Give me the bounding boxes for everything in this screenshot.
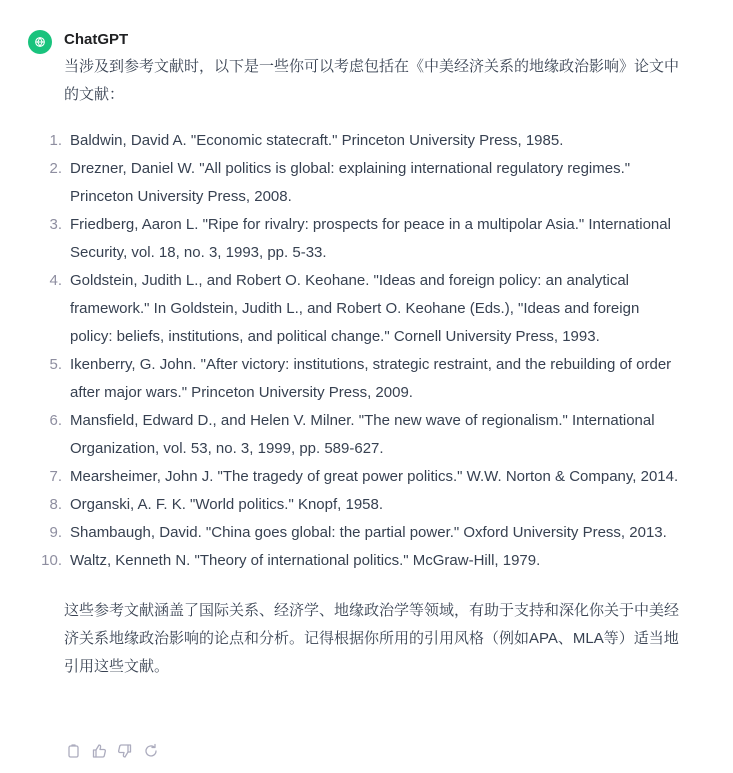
reference-item bbox=[49, 211, 684, 267]
reference-item bbox=[49, 463, 684, 491]
reference-text: Baldwin, David A. "Economic statecraft." Princeton University Press, 1985. bbox=[70, 132, 564, 149]
reference-text: Waltz, Kenneth N. "Theory of international politics." McGraw-Hill, 1979. bbox=[70, 552, 541, 569]
reference-list bbox=[41, 127, 684, 575]
reference-text: Goldstein, Judith L., and Robert O. Keohane. "Ideas and foreign policy: an analytical framework." In Goldstein, Judith L., and Robert O. Keohane (Eds.), "Ideas and foreign policy: beliefs, institutions, and political change." Cornell University Press, 1993. bbox=[70, 272, 640, 345]
reference-number: 5. bbox=[49, 356, 62, 373]
reference-text: Organski, A. F. K. "World politics." Knopf, 1958. bbox=[70, 496, 384, 513]
reference-text: Shambaugh, David. "China goes global: the partial power." Oxford University Press, 2013. bbox=[70, 524, 667, 541]
reference-number: 7. bbox=[49, 468, 62, 485]
author-name: ChatGPT bbox=[64, 31, 129, 48]
reference-item bbox=[49, 407, 684, 463]
thumbs-up-icon[interactable] bbox=[90, 742, 108, 760]
reference-number: 10. bbox=[41, 552, 62, 569]
reference-item bbox=[49, 491, 684, 519]
reference-number: 9. bbox=[49, 524, 62, 541]
reference-item bbox=[49, 155, 684, 211]
reference-text: Drezner, Daniel W. "All politics is global: explaining international regulatory regimes." Princeton University Press, 2008. bbox=[70, 160, 631, 205]
reference-item bbox=[49, 351, 684, 407]
reference-number: 4. bbox=[49, 272, 62, 289]
intro-paragraph: 当涉及到参考文献时，以下是一些你可以考虑包括在《中美经济关系的地缘政治影响》论文中的文献： bbox=[64, 58, 680, 103]
reference-number: 1. bbox=[49, 132, 62, 149]
chatgpt-logo-icon bbox=[28, 30, 52, 54]
reference-text: Ikenberry, G. John. "After victory: institutions, strategic restraint, and the rebuilding of order after major wars." Princeton University Press, 2009. bbox=[70, 356, 672, 401]
reference-text: Mearsheimer, John J. "The tragedy of great power politics." W.W. Norton & Company, 2014. bbox=[70, 468, 679, 485]
message-body bbox=[41, 53, 684, 681]
reference-item bbox=[41, 547, 684, 575]
thumbs-down-icon[interactable] bbox=[116, 742, 134, 760]
reference-text: Mansfield, Edward D., and Helen V. Milner. "The new wave of regionalism." International Organization, vol. 53, no. 3, 1999, pp. 589-627. bbox=[70, 412, 655, 457]
reference-item bbox=[49, 127, 684, 155]
reference-item bbox=[49, 267, 684, 351]
reference-number: 6. bbox=[49, 412, 62, 429]
reference-number: 2. bbox=[49, 160, 62, 177]
reference-number: 8. bbox=[49, 496, 62, 513]
regenerate-icon[interactable] bbox=[142, 742, 160, 760]
message-actions bbox=[64, 742, 160, 760]
reference-text: Friedberg, Aaron L. "Ripe for rivalry: prospects for peace in a multipolar Asia." International Security, vol. 18, no. 3, 1993, pp. 5-33. bbox=[70, 216, 671, 261]
reference-item bbox=[49, 519, 684, 547]
copy-icon[interactable] bbox=[64, 742, 82, 760]
reference-number: 3. bbox=[49, 216, 62, 233]
closing-paragraph: 这些参考文献涵盖了国际关系、经济学、地缘政治学等领域，有助于支持和深化你关于中美经济关系地缘政治影响的论点和分析。记得根据你所用的引用风格（例如APA、MLA等）适当地引用这些文献。 bbox=[64, 602, 680, 675]
